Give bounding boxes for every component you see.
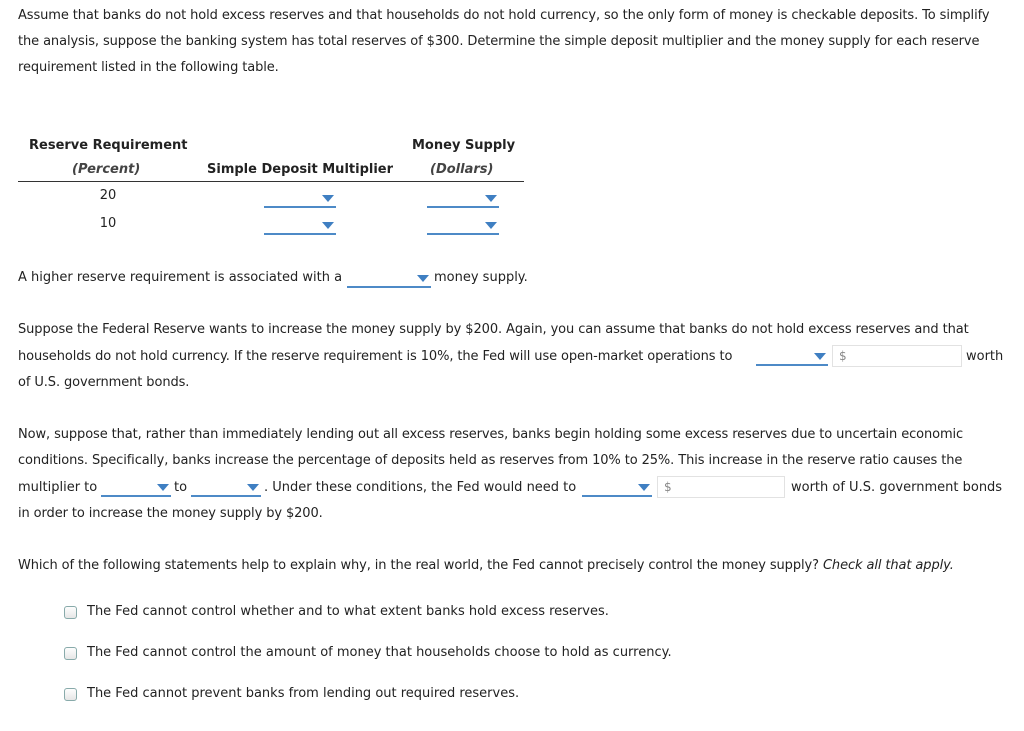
chevron-down-icon: [485, 195, 497, 202]
col-money-supply-header: Money Supply: [412, 138, 516, 153]
bond-amount-input[interactable]: [849, 347, 959, 367]
col-reserve-header: Reserve Requirement: [29, 138, 188, 153]
money-supply-dropdown-10[interactable]: [427, 217, 499, 235]
col-multiplier-header: Simple Deposit Multiplier: [207, 162, 394, 177]
q5-prompt: Which of the following statements help to explain why, in the real world, the Fed cannot precisely control the money supply?: [18, 558, 819, 573]
q3-line-1: Suppose the Federal Reserve wants to increase the money supply by $200. Again, you can assume that banks do not hold excess reserves and that: [18, 322, 969, 337]
q4-worth-bonds: worth of U.S. government bonds: [791, 480, 1003, 495]
col-reserve-subheader: (Percent): [72, 162, 141, 177]
q3-worth: worth: [966, 349, 1004, 364]
money-supply-dropdown-20[interactable]: [427, 190, 499, 208]
q3-line-3: of U.S. government bonds.: [18, 375, 190, 390]
chevron-down-icon: [814, 353, 826, 360]
option-checkbox-1[interactable]: [64, 606, 77, 619]
fed-action-dropdown[interactable]: [756, 348, 828, 366]
q3-line-2: households do not hold currency. If the reserve requirement is 10%, the Fed will use open-market operations to: [18, 349, 733, 364]
reserve-value: 20: [99, 188, 117, 203]
q5-instruction: Check all that apply.: [822, 558, 954, 573]
q4-line-2: conditions. Specifically, banks increase the percentage of deposits held as reserves from 10% to 25%. This increase in the reserve ratio causes the: [18, 453, 963, 468]
q4-line-1: Now, suppose that, rather than immediately lending out all excess reserves, banks begin holding some excess reserves due to uncertain economic: [18, 427, 964, 442]
chevron-down-icon: [322, 222, 334, 229]
chevron-down-icon: [417, 275, 429, 282]
option-checkbox-2[interactable]: [64, 647, 77, 660]
option-checkbox-3[interactable]: [64, 688, 77, 701]
multiplier-to-dropdown[interactable]: [191, 479, 261, 497]
chevron-down-icon: [322, 195, 334, 202]
dollar-sign: $: [839, 349, 847, 363]
intro-line-1: Assume that banks do not hold excess reserves and that households do not hold currency, so the only form of money is checkable deposits. To simplify: [18, 8, 990, 23]
q4-line-4: in order to increase the money supply by $200.: [18, 506, 323, 521]
intro-line-2: the analysis, suppose the banking system has total reserves of $300. Determine the simple deposit multiplier and the money supply for each reserve: [18, 34, 980, 49]
table-header-rule: [18, 181, 524, 182]
chevron-down-icon: [247, 484, 259, 491]
col-money-supply-subheader: (Dollars): [430, 162, 494, 177]
option-label-2[interactable]: The Fed cannot control the amount of money that households choose to hold as currency.: [87, 645, 672, 660]
chevron-down-icon: [157, 484, 169, 491]
dollar-sign: $: [664, 480, 672, 494]
q4-to: to: [174, 480, 188, 495]
bond-amount-input-2[interactable]: [674, 478, 782, 498]
chevron-down-icon: [485, 222, 497, 229]
q2-text-before: A higher reserve requirement is associated with a: [18, 270, 343, 285]
option-label-1[interactable]: The Fed cannot control whether and to what extent banks hold excess reserves.: [87, 604, 609, 619]
q4-multiplier-to: multiplier to: [18, 480, 98, 495]
multiplier-from-dropdown[interactable]: [101, 479, 171, 497]
bond-amount-field-2[interactable]: [657, 476, 785, 498]
fed-action-dropdown-2[interactable]: [582, 479, 652, 497]
q2-text-after: money supply.: [434, 270, 528, 285]
chevron-down-icon: [638, 484, 650, 491]
reserve-value: 10: [99, 216, 117, 231]
money-supply-direction-dropdown[interactable]: [347, 270, 431, 288]
option-label-3[interactable]: The Fed cannot prevent banks from lending out required reserves.: [87, 686, 520, 701]
bond-amount-field[interactable]: [832, 345, 962, 367]
intro-line-3: requirement listed in the following table.: [18, 60, 279, 75]
multiplier-dropdown-10[interactable]: [264, 217, 336, 235]
q5-prompt-line: [18, 558, 954, 573]
q4-under-conditions: . Under these conditions, the Fed would need to: [264, 480, 577, 495]
multiplier-dropdown-20[interactable]: [264, 190, 336, 208]
